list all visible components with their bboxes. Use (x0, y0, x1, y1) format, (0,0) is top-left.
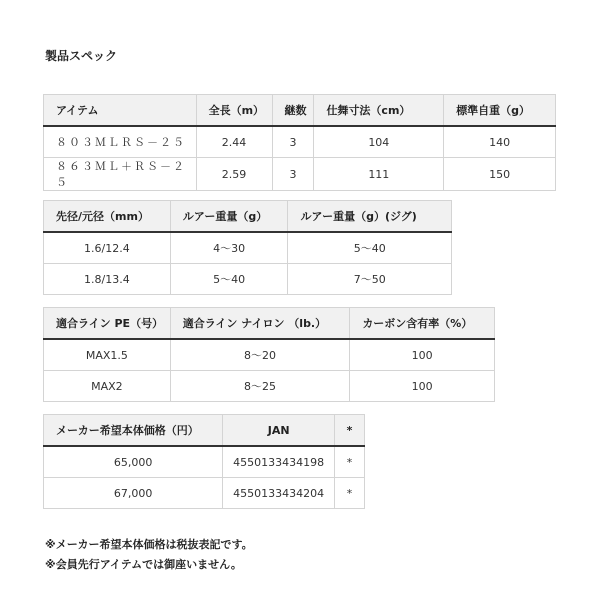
col-header-pieces: 継数 (272, 95, 314, 127)
table-row (44, 478, 365, 509)
cell-item: ８０３ＭＬＲＳ－２５ (44, 126, 197, 158)
cell-carbon: 100 (350, 371, 495, 402)
col-header-item: アイテム (44, 95, 197, 127)
note-member: ※会員先行アイテムでは御座いません。 (45, 558, 242, 571)
cell-pieces: 3 (272, 126, 314, 158)
table-header-row (44, 201, 452, 233)
col-header-tip-butt: 先径/元径（mm） (44, 201, 171, 233)
cell-weight: 150 (444, 158, 556, 191)
section-title: 製品スペック (45, 49, 118, 63)
col-header-line-nylon: 適合ライン ナイロン （lb.） (170, 308, 350, 340)
cell-length: 2.59 (196, 158, 272, 191)
col-header-closed-length: 仕舞寸法（cm） (314, 95, 444, 127)
cell-lure-weight: 5〜40 (170, 264, 288, 295)
table-header-row (44, 308, 495, 340)
cell-mark: * (335, 478, 365, 509)
cell-pieces: 3 (272, 158, 314, 191)
cell-line-nylon: 8〜25 (170, 371, 350, 402)
cell-tip-butt: 1.6/12.4 (44, 232, 171, 264)
spec-table-price (43, 414, 365, 509)
table-row (44, 371, 495, 402)
cell-tip-butt: 1.8/13.4 (44, 264, 171, 295)
cell-lure-weight-jig: 5〜40 (288, 232, 452, 264)
cell-closed-length: 111 (314, 158, 444, 191)
cell-lure-weight: 4〜30 (170, 232, 288, 264)
cell-weight: 140 (444, 126, 556, 158)
notes (45, 535, 253, 575)
col-header-lure-weight: ルアー重量（g） (170, 201, 288, 233)
cell-line-pe: MAX2 (44, 371, 171, 402)
cell-mark: * (335, 446, 365, 478)
table-row (44, 126, 556, 158)
col-header-price: メーカー希望本体価格（円） (44, 415, 223, 447)
cell-jan: 4550133434204 (223, 478, 335, 509)
col-header-line-pe: 適合ライン PE（号） (44, 308, 171, 340)
table-row (44, 158, 556, 191)
col-header-length: 全長（m） (196, 95, 272, 127)
cell-line-nylon: 8〜20 (170, 339, 350, 371)
spec-table-lure (43, 200, 452, 295)
cell-line-pe: MAX1.5 (44, 339, 171, 371)
table-row (44, 264, 452, 295)
table-row (44, 232, 452, 264)
cell-closed-length: 104 (314, 126, 444, 158)
spec-table-line (43, 307, 495, 402)
table-header-row (44, 415, 365, 447)
spec-table-item (43, 94, 556, 191)
cell-length: 2.44 (196, 126, 272, 158)
cell-item: ８６３ＭＬ＋ＲＳ－２５ (44, 158, 197, 191)
table-row (44, 339, 495, 371)
cell-carbon: 100 (350, 339, 495, 371)
cell-price: 65,000 (44, 446, 223, 478)
col-header-weight: 標準自重（g） (444, 95, 556, 127)
cell-price: 67,000 (44, 478, 223, 509)
cell-lure-weight-jig: 7〜50 (288, 264, 452, 295)
col-header-carbon: カーボン含有率（%） (350, 308, 495, 340)
table-header-row (44, 95, 556, 127)
col-header-jan: JAN (223, 415, 335, 447)
col-header-mark: * (335, 415, 365, 447)
cell-jan: 4550133434198 (223, 446, 335, 478)
note-price: ※メーカー希望本体価格は税抜表記です。 (45, 538, 253, 551)
table-row (44, 446, 365, 478)
col-header-lure-weight-jig: ルアー重量（g）(ジグ) (288, 201, 452, 233)
